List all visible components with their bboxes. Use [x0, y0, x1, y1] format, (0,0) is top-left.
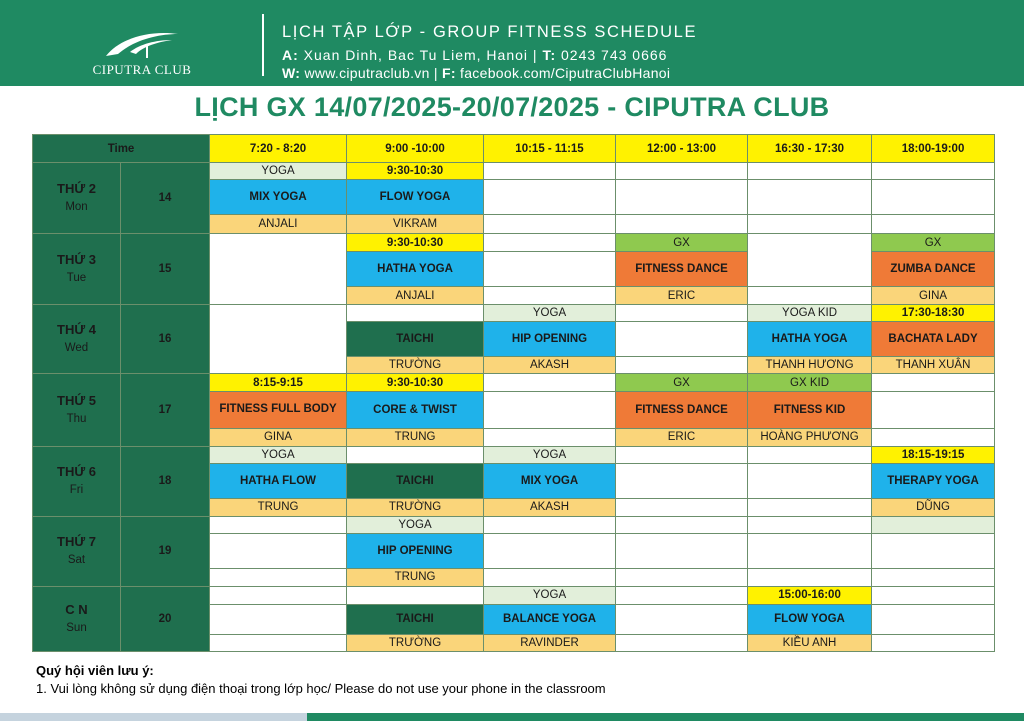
slot-header: 7:20 - 8:20: [210, 135, 347, 163]
empty-cell: [748, 568, 872, 586]
instructor: ERIC: [616, 287, 748, 305]
date-number: 20: [121, 586, 210, 651]
ciputra-club-logo: [82, 24, 202, 80]
class-type: GX: [616, 234, 748, 252]
date-number: 17: [121, 374, 210, 446]
table-row: [33, 234, 995, 252]
empty-cell: [616, 357, 748, 374]
day-label: [33, 234, 121, 305]
class-type: YOGA: [210, 163, 347, 180]
day-name-en: Sun: [66, 621, 87, 634]
day-label: [33, 374, 121, 446]
day-label: [33, 516, 121, 586]
instructor: RAVINDER: [484, 634, 616, 651]
day-name-en: Mon: [65, 201, 88, 214]
class-name: TAICHI: [347, 604, 484, 634]
header-title: LỊCH TẬP LỚP - GROUP FITNESS SCHEDULE: [282, 23, 698, 41]
empty-cell: [484, 215, 616, 234]
class-name: BACHATA LADY: [872, 322, 995, 357]
class-type: GX: [872, 234, 995, 252]
day-label: [33, 446, 121, 516]
header-divider: [262, 14, 264, 76]
empty-cell: [347, 586, 484, 604]
instructor: DŨNG: [872, 498, 995, 516]
empty-cell: [616, 180, 748, 215]
empty-cell: [347, 446, 484, 463]
empty-cell: [872, 180, 995, 215]
phone-label: T:: [542, 47, 557, 63]
instructor: TRUNG: [347, 568, 484, 586]
empty-cell: [484, 374, 616, 392]
web-link[interactable]: www.ciputraclub.vn: [304, 65, 430, 81]
day-label: [33, 305, 121, 374]
empty-cell: [484, 287, 616, 305]
day-name-en: Tue: [66, 272, 87, 285]
instructor: VIKRAM: [347, 215, 484, 234]
date-number: 19: [121, 516, 210, 586]
schedule-title: LỊCH GX 14/07/2025-20/07/2025 - CIPUTRA CLUB: [194, 92, 830, 122]
slot-header: 12:00 - 13:00: [616, 135, 748, 163]
empty-cell: [872, 428, 995, 446]
class-name: HATHA YOGA: [748, 322, 872, 357]
notes-heading-text: Quý hội viên lưu ý:: [36, 663, 154, 678]
slot-header: 16:30 - 17:30: [748, 135, 872, 163]
fb-label: F:: [442, 65, 456, 81]
class-type: YOGA: [347, 516, 484, 533]
empty-cell: [210, 533, 347, 568]
instructor: KIỀU ANH: [748, 634, 872, 651]
class-time: 9:30-10:30: [347, 374, 484, 392]
header-web-line: W: www.ciputraclub.vn | F: facebook.com/CiputraClubHanoi: [282, 65, 671, 81]
class-name: HATHA FLOW: [210, 463, 347, 498]
class-name: BALANCE YOGA: [484, 604, 616, 634]
empty-cell: [484, 568, 616, 586]
empty-cell: [210, 586, 347, 604]
empty-cell: [484, 252, 616, 287]
address-text: Xuan Dinh, Bac Tu Liem, Hanoi: [303, 47, 529, 63]
day-name: THỨ 3: [57, 252, 96, 268]
logo-swoosh-icon: [100, 28, 184, 62]
class-name: MIX YOGA: [484, 463, 616, 498]
empty-cell: [748, 215, 872, 234]
empty-cell: [484, 516, 616, 533]
empty-cell: [748, 498, 872, 516]
table-row: [33, 446, 995, 463]
table-row: [33, 163, 995, 180]
class-time: 15:00-16:00: [748, 586, 872, 604]
empty-cell: [872, 163, 995, 180]
empty-cell: [210, 634, 347, 651]
empty-cell: [484, 234, 616, 252]
class-name: FITNESS FULL BODY: [210, 392, 347, 428]
instructor: TRƯỜNG: [347, 498, 484, 516]
footer-stripe: [0, 713, 1024, 721]
class-time: 8:15-9:15: [210, 374, 347, 392]
empty-cell: [748, 163, 872, 180]
table-row: [33, 516, 995, 533]
instructor: THANH XUÂN: [872, 357, 995, 374]
empty-cell: [616, 215, 748, 234]
empty-cell: [616, 498, 748, 516]
time-header-row: [33, 135, 995, 163]
empty-cell: [616, 163, 748, 180]
day-name-en: Sat: [67, 554, 86, 567]
empty-cell: [872, 604, 995, 634]
empty-cell: [484, 533, 616, 568]
day-name-en: Fri: [69, 484, 84, 497]
schedule-table: [32, 134, 995, 652]
logo-text: CIPUTRA CLUB: [92, 62, 192, 77]
empty-cell: [616, 446, 748, 463]
class-name: MIX YOGA: [210, 180, 347, 215]
instructor: TRUNG: [347, 428, 484, 446]
empty-cell: [872, 215, 995, 234]
class-time: 17:30-18:30: [872, 305, 995, 322]
web-label: W:: [282, 65, 301, 81]
instructor: TRƯỜNG: [347, 357, 484, 374]
instructor: TRUNG: [210, 498, 347, 516]
day-name: THỨ 7: [57, 534, 96, 550]
class-time: 9:30-10:30: [347, 234, 484, 252]
class-type: YOGA: [210, 446, 347, 463]
empty-cell: [484, 180, 616, 215]
class-name: ZUMBA DANCE: [872, 252, 995, 287]
empty-cell: [616, 634, 748, 651]
empty-cell: [616, 305, 748, 322]
class-name: TAICHI: [347, 463, 484, 498]
time-header: Time: [33, 135, 210, 163]
empty-cell: [210, 234, 347, 305]
empty-cell: [872, 392, 995, 428]
day-name: THỨ 6: [57, 464, 96, 480]
empty-cell: [748, 446, 872, 463]
class-name: FITNESS DANCE: [616, 392, 748, 428]
table-row: [33, 374, 995, 392]
fb-link[interactable]: facebook.com/CiputraClubHanoi: [460, 65, 671, 81]
empty-cell: [484, 163, 616, 180]
empty-cell: [748, 234, 872, 287]
day-name-en: Thu: [66, 412, 87, 425]
empty-cell: [872, 516, 995, 533]
class-name: FITNESS KID: [748, 392, 872, 428]
day-label: [33, 163, 121, 234]
address-label: A:: [282, 47, 299, 63]
instructor: AKASH: [484, 498, 616, 516]
class-type: GX: [616, 374, 748, 392]
instructor: HOÀNG PHƯƠNG: [748, 428, 872, 446]
empty-cell: [872, 568, 995, 586]
empty-cell: [748, 180, 872, 215]
empty-cell: [484, 392, 616, 428]
date-number: 14: [121, 163, 210, 234]
empty-cell: [748, 463, 872, 498]
empty-cell: [872, 374, 995, 392]
instructor: AKASH: [484, 357, 616, 374]
empty-cell: [872, 586, 995, 604]
empty-cell: [210, 604, 347, 634]
day-name: THỨ 4: [57, 322, 96, 338]
empty-cell: [748, 533, 872, 568]
class-type: YOGA: [484, 446, 616, 463]
empty-cell: [616, 586, 748, 604]
class-name: FITNESS DANCE: [616, 252, 748, 287]
empty-cell: [872, 634, 995, 651]
empty-cell: [616, 322, 748, 357]
instructor: TRƯỜNG: [347, 634, 484, 651]
instructor: THANH HƯƠNG: [748, 357, 872, 374]
day-name: THỨ 2: [57, 181, 96, 197]
class-time: 9:30-10:30: [347, 163, 484, 180]
header-address-line: A: Xuan Dinh, Bac Tu Liem, Hanoi | T: 0243 743 0666: [282, 47, 668, 63]
class-name: FLOW YOGA: [347, 180, 484, 215]
table-row: [33, 305, 995, 322]
empty-cell: [484, 428, 616, 446]
instructor: GINA: [210, 428, 347, 446]
slot-header: 9:00 -10:00: [347, 135, 484, 163]
class-type: YOGA: [484, 586, 616, 604]
day-name-en: Wed: [64, 342, 89, 355]
empty-cell: [748, 516, 872, 533]
empty-cell: [210, 516, 347, 533]
instructor: ANJALI: [347, 287, 484, 305]
class-name: HATHA YOGA: [347, 252, 484, 287]
empty-cell: [616, 604, 748, 634]
empty-cell: [210, 305, 347, 374]
class-type: YOGA: [484, 305, 616, 322]
class-type: YOGA KID: [748, 305, 872, 322]
class-name: THERAPY YOGA: [872, 463, 995, 498]
class-type: GX KID: [748, 374, 872, 392]
empty-cell: [616, 516, 748, 533]
slot-header: 18:00-19:00: [872, 135, 995, 163]
day-label: [33, 586, 121, 651]
table-row: [33, 586, 995, 604]
date-number: 15: [121, 234, 210, 305]
empty-cell: [616, 463, 748, 498]
day-name: THỨ 5: [57, 392, 96, 408]
class-name: FLOW YOGA: [748, 604, 872, 634]
class-name: TAICHI: [347, 322, 484, 357]
phone-text: 0243 743 0666: [561, 47, 668, 63]
class-name: CORE & TWIST: [347, 392, 484, 428]
empty-cell: [616, 568, 748, 586]
day-name: C N: [65, 601, 88, 617]
empty-cell: [748, 287, 872, 305]
date-number: 18: [121, 446, 210, 516]
notes-line-1: 1. Vui lòng không sử dụng điện thoại trong lớp học/ Please do not use your phone in the classroom: [36, 681, 606, 696]
empty-cell: [210, 568, 347, 586]
class-name: HIP OPENING: [484, 322, 616, 357]
empty-cell: [872, 533, 995, 568]
header-banner: [0, 0, 1024, 86]
empty-cell: [616, 533, 748, 568]
date-number: 16: [121, 305, 210, 374]
notes-heading: [36, 663, 154, 678]
instructor: ANJALI: [210, 215, 347, 234]
instructor: GINA: [872, 287, 995, 305]
class-time: 18:15-19:15: [872, 446, 995, 463]
empty-cell: [347, 305, 484, 322]
slot-header: 10:15 - 11:15: [484, 135, 616, 163]
instructor: ERIC: [616, 428, 748, 446]
class-name: HIP OPENING: [347, 533, 484, 568]
